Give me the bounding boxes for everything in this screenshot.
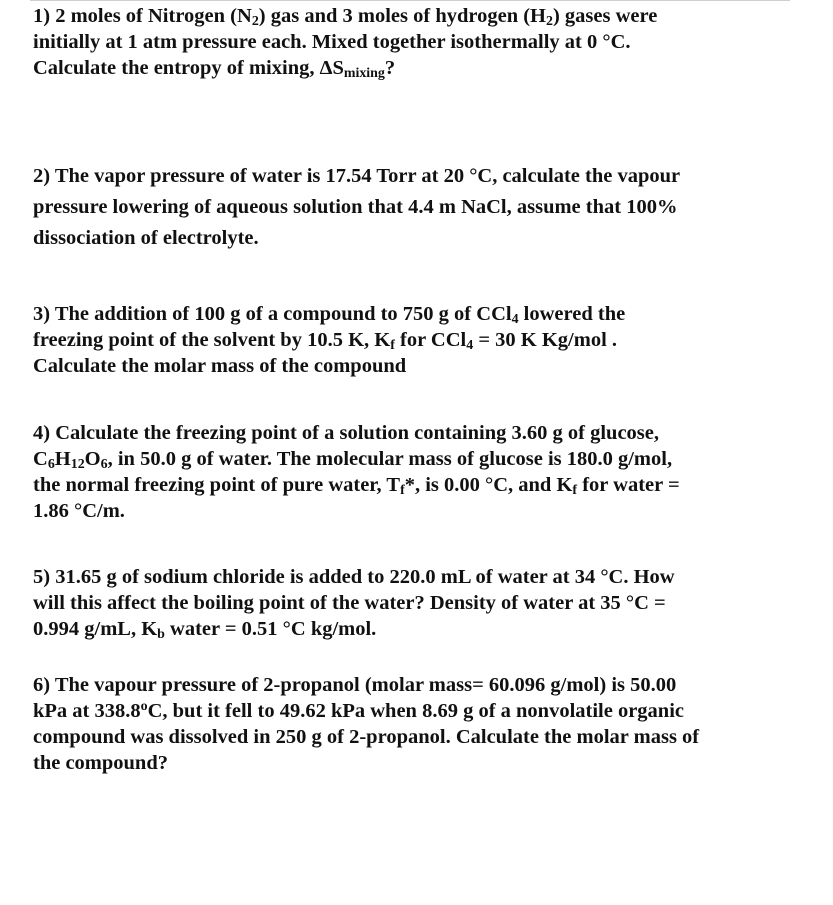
question-number: 1) [33,5,51,27]
question-line: initially at 1 atm pressure each. Mixed together isothermally at 0 °C. [33,31,631,53]
question-line: the normal freezing point of pure water, $T_f*$, is 0.00 °C, and $K_f$ for water = [33,474,680,499]
question-line: 5) 31.65 g of sodium chloride is added to 220.0 mL of water at 34 °C. How [33,566,675,588]
question-number: 4) [33,422,51,444]
question-line: $C_6H_{12}O_6$, in 50.0 g of water. The molecular mass of glucose is 180.0 g/mol, [33,448,673,473]
question-6 [33,672,793,776]
question-line: 6) The vapour pressure of 2-propanol (molar mass= 60.096 g/mol) is 50.00 [33,674,677,696]
question-line: freezing point of the solvent by 10.5 K, $K_f$ for CCl$_4$ = 30 K Kg/mol . [33,329,618,354]
question-line: will this affect the boiling point of the water? Density of water at 35 °C = [33,592,666,614]
question-line: Calculate the entropy of mixing, $\Delta S_{mixing}$? [33,57,396,82]
question-4 [33,420,793,524]
question-line: kPa at 338.8$^o$C, but it fell to 49.62 kPa when 8.69 g of a nonvolatile organic [33,699,685,722]
question-number: 5) [33,566,51,588]
question-line: pressure lowering of aqueous solution that 4.4 m NaCl, assume that 100% [33,196,678,218]
question-1 [33,3,793,81]
question-line: 0.994 g/mL, $K_b$ water = 0.51 °C kg/mol. [33,618,377,643]
question-number: 6) [33,674,51,696]
question-5 [33,564,793,642]
question-line: dissociation of electrolyte. [33,227,259,249]
question-3 [33,301,793,379]
question-number: 3) [33,303,51,325]
question-line: 3) The addition of 100 g of a compound to 750 g of CCl$_4$ lowered the [33,303,626,328]
question-line: Calculate the molar mass of the compound [33,355,407,377]
question-2 [33,161,793,254]
question-line: 4) Calculate the freezing point of a solution containing 3.60 g of glucose, [33,422,659,444]
question-line: 1.86 °C/m. [33,500,125,522]
question-line: 2) The vapor pressure of water is 17.54 Torr at 20 °C, calculate the vapour [33,165,681,187]
question-line: compound was dissolved in 250 g of 2-propanol. Calculate the molar mass of [33,726,700,748]
question-line: the compound? [33,752,168,774]
question-number: 2) [33,165,51,187]
top-rule [30,0,790,1]
question-line: 1) 2 moles of Nitrogen $(N_2)$ gas and 3 moles of hydrogen $(H_2)$ gases were [33,5,658,30]
